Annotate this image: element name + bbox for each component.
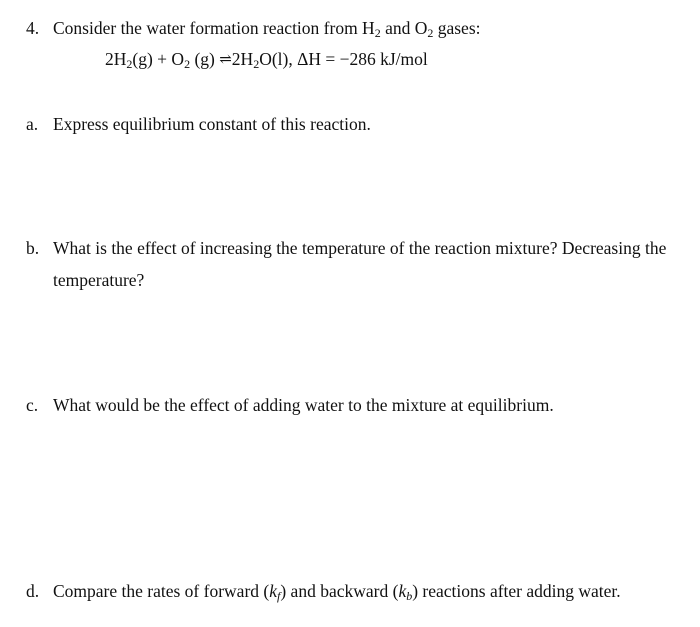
eq-sub-1: 2 [126, 57, 133, 71]
intro-text-1: Consider the water formation reaction from H [53, 18, 375, 38]
question-number: 4. [26, 18, 40, 38]
part-a-text: Express equilibrium constant of this reaction. [53, 114, 371, 134]
part-d-text-1: Compare the rates of forward ( [53, 581, 270, 601]
part-b-text-line-1: What is the effect of increasing the temperature of the reaction mixture? Decreasing the [53, 238, 667, 258]
kf-symbol: k [269, 581, 278, 601]
intro-text-3: gases: [433, 18, 481, 38]
kb-subscript: b [406, 589, 413, 603]
o2-subscript: 2 [427, 26, 434, 40]
part-b-label: b. [26, 238, 40, 258]
part-d-text-3: ) reactions after adding water. [412, 581, 621, 601]
kb-symbol: k [398, 581, 407, 601]
intro-text-2: and O [380, 18, 428, 38]
h2-subscript: 2 [374, 26, 381, 40]
part-d-label: d. [26, 581, 40, 601]
eq-part-2: (g) + O [132, 49, 185, 69]
kf-subscript: f [277, 589, 281, 603]
part-d-text-2: ) and backward ( [280, 581, 399, 601]
question-intro [53, 17, 481, 39]
eq-part-5: O(l), ΔH = −286 kJ/mol [259, 49, 428, 69]
reaction-equation [105, 48, 428, 72]
part-d-text [53, 580, 621, 602]
part-c-text: What would be the effect of adding water to the mixture at equilibrium. [53, 395, 554, 415]
part-a-label: a. [26, 114, 39, 134]
eq-part-1: 2H [105, 49, 127, 69]
eq-part-4: 2H [231, 49, 254, 69]
eq-part-3: (g) [190, 49, 220, 69]
part-b-text-line-2: temperature? [53, 270, 145, 290]
equilibrium-arrow-icon: ⇌ [219, 52, 232, 68]
eq-sub-2: 2 [184, 57, 191, 71]
eq-sub-3: 2 [253, 57, 260, 71]
part-c-label: c. [26, 395, 39, 415]
